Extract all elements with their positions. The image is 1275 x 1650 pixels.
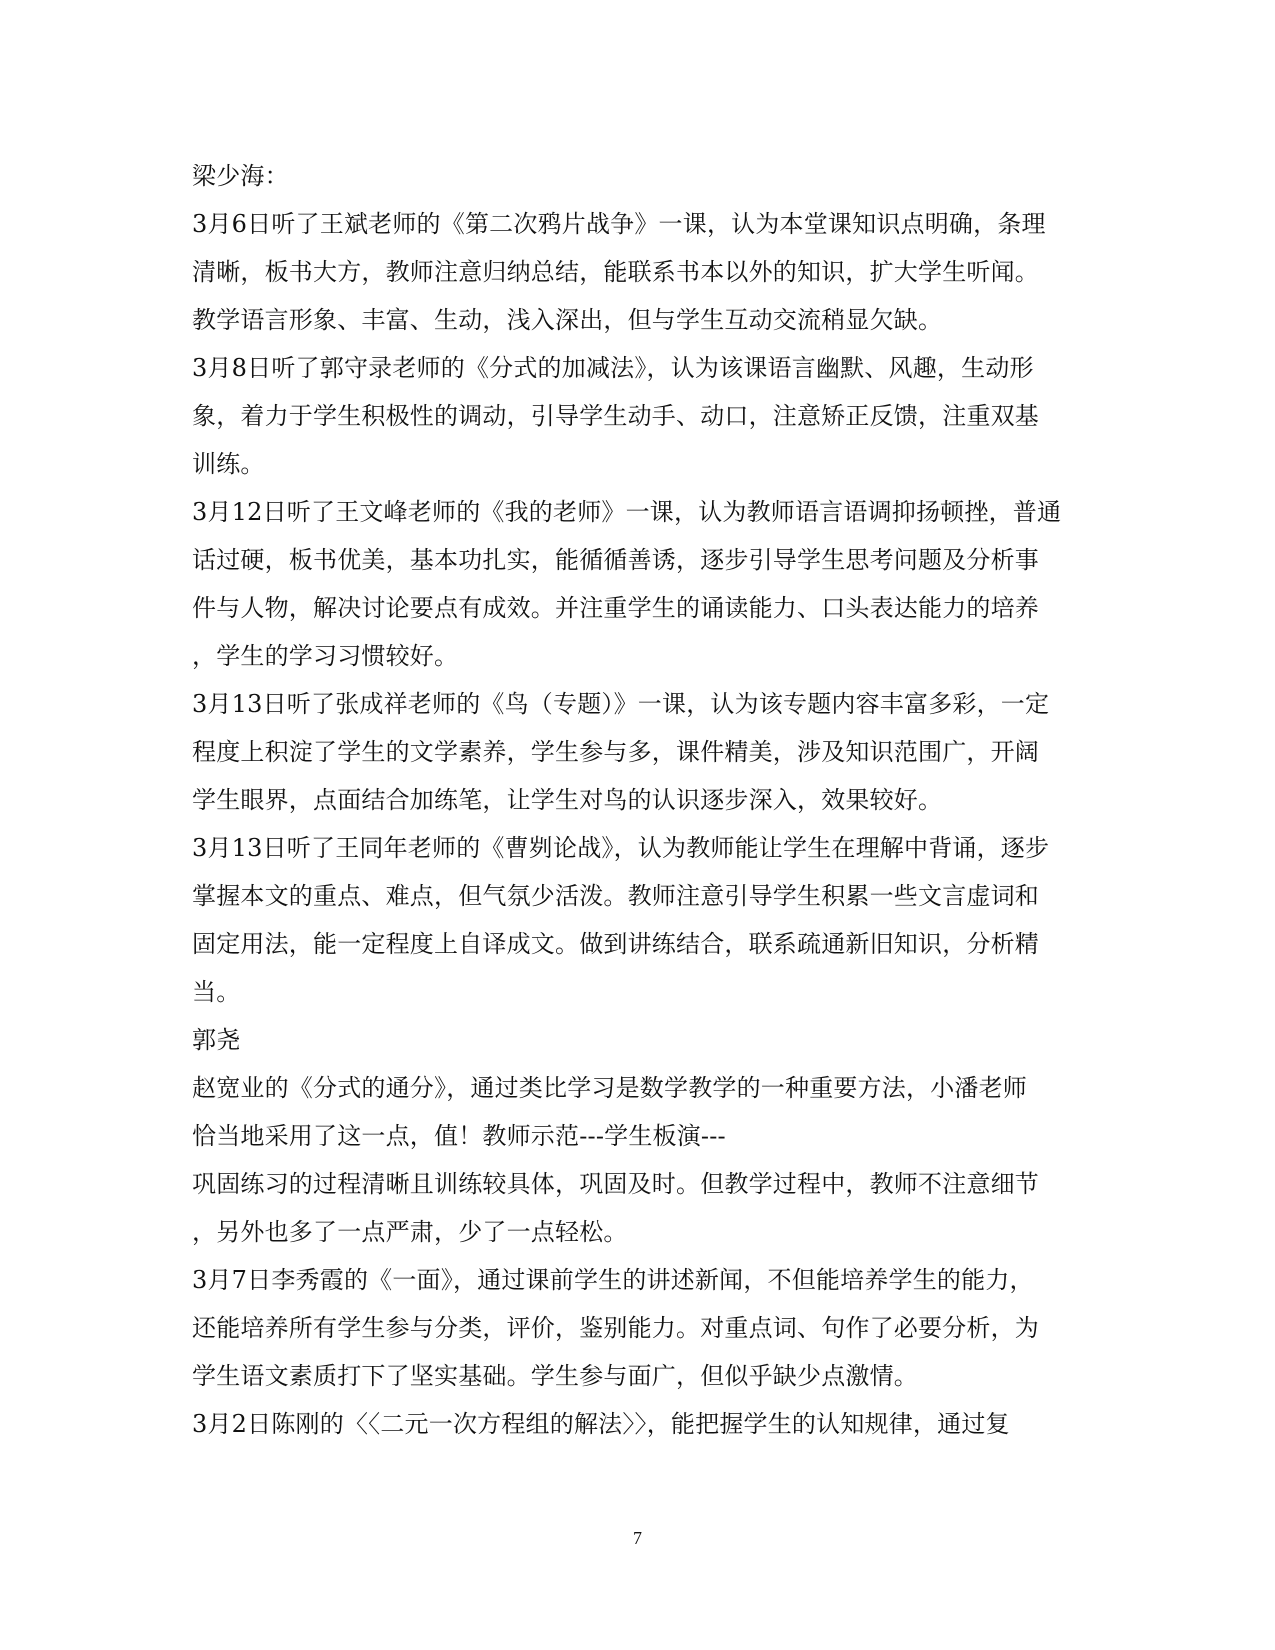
text-line: 还能培养所有学生参与分类，评价，鉴别能力。对重点词、句作了必要分析，为	[192, 1314, 1039, 1342]
text-line: 清晰，板书大方，教师注意归纳总结，能联系书本以外的知识，扩大学生听闻。	[192, 258, 1039, 286]
text-line: 3月7日李秀霞的《一面》，通过课前学生的讲述新闻，不但能培养学生的能力，	[192, 1266, 1034, 1294]
text-line: 3月12日听了王文峰老师的《我的老师》一课，认为教师语言语调抑扬顿挫，普通	[192, 498, 1062, 526]
text-line: 固定用法，能一定程度上自译成文。做到讲练结合，联系疏通新旧知识，分析精	[192, 930, 1039, 958]
text-line: 学生语文素质打下了坚实基础。学生参与面广，但似乎缺少点激情。	[192, 1362, 918, 1390]
text-line: 赵宽业的《分式的通分》，通过类比学习是数学教学的一种重要方法，小潘老师	[192, 1074, 1027, 1102]
text-line: 3月6日听了王斌老师的《第二次鸦片战争》一课，认为本堂课知识点明确，条理	[192, 210, 1046, 238]
page-number: 7	[633, 1528, 642, 1548]
text-line: 3月13日听了张成祥老师的《鸟（专题）》一课，认为该专题内容丰富多彩，一定	[192, 690, 1050, 718]
document-body	[192, 152, 1072, 1448]
speaker-heading: 郭尧	[192, 1026, 241, 1054]
text-line: 3月13日听了王同年老师的《曹刿论战》，认为教师能让学生在理解中背诵，逐步	[192, 834, 1050, 862]
text-line: 学生眼界，点面结合加练笔，让学生对鸟的认识逐步深入，效果较好。	[192, 786, 943, 814]
text-line: 恰当地采用了这一点，值！教师示范---学生板演---	[192, 1122, 726, 1150]
speaker-heading: 梁少海：	[192, 162, 289, 190]
text-line: 训练。	[192, 450, 265, 478]
text-line: 话过硬，板书优美，基本功扎实，能循循善诱，逐步引导学生思考问题及分析事	[192, 546, 1039, 574]
text-line: ，学生的学习习惯较好。	[192, 642, 459, 670]
text-line: 3月8日听了郭守录老师的《分式的加减法》，认为该课语言幽默、风趣，生动形	[192, 354, 1034, 382]
text-line: 教学语言形象、丰富、生动，浅入深出，但与学生互动交流稍显欠缺。	[192, 306, 943, 334]
text-line: 程度上积淀了学生的文学素养，学生参与多，课件精美，涉及知识范围广，开阔	[192, 738, 1039, 766]
text-line: 3月2日陈刚的〈〈二元一次方程组的解法〉〉，能把握学生的认知规律，通过复	[192, 1410, 1010, 1438]
text-line: 巩固练习的过程清晰且训练较具体，巩固及时。但教学过程中，教师不注意细节	[192, 1170, 1039, 1198]
text-line: 掌握本文的重点、难点，但气氛少活泼。教师注意引导学生积累一些文言虚词和	[192, 882, 1039, 910]
text-line: 象，着力于学生积极性的调动，引导学生动手、动口，注意矫正反馈，注重双基	[192, 402, 1039, 430]
text-line: 件与人物，解决讨论要点有成效。并注重学生的诵读能力、口头表达能力的培养	[192, 594, 1039, 622]
text-line: 当。	[192, 978, 241, 1006]
text-line: ，另外也多了一点严肃，少了一点轻松。	[192, 1218, 628, 1246]
